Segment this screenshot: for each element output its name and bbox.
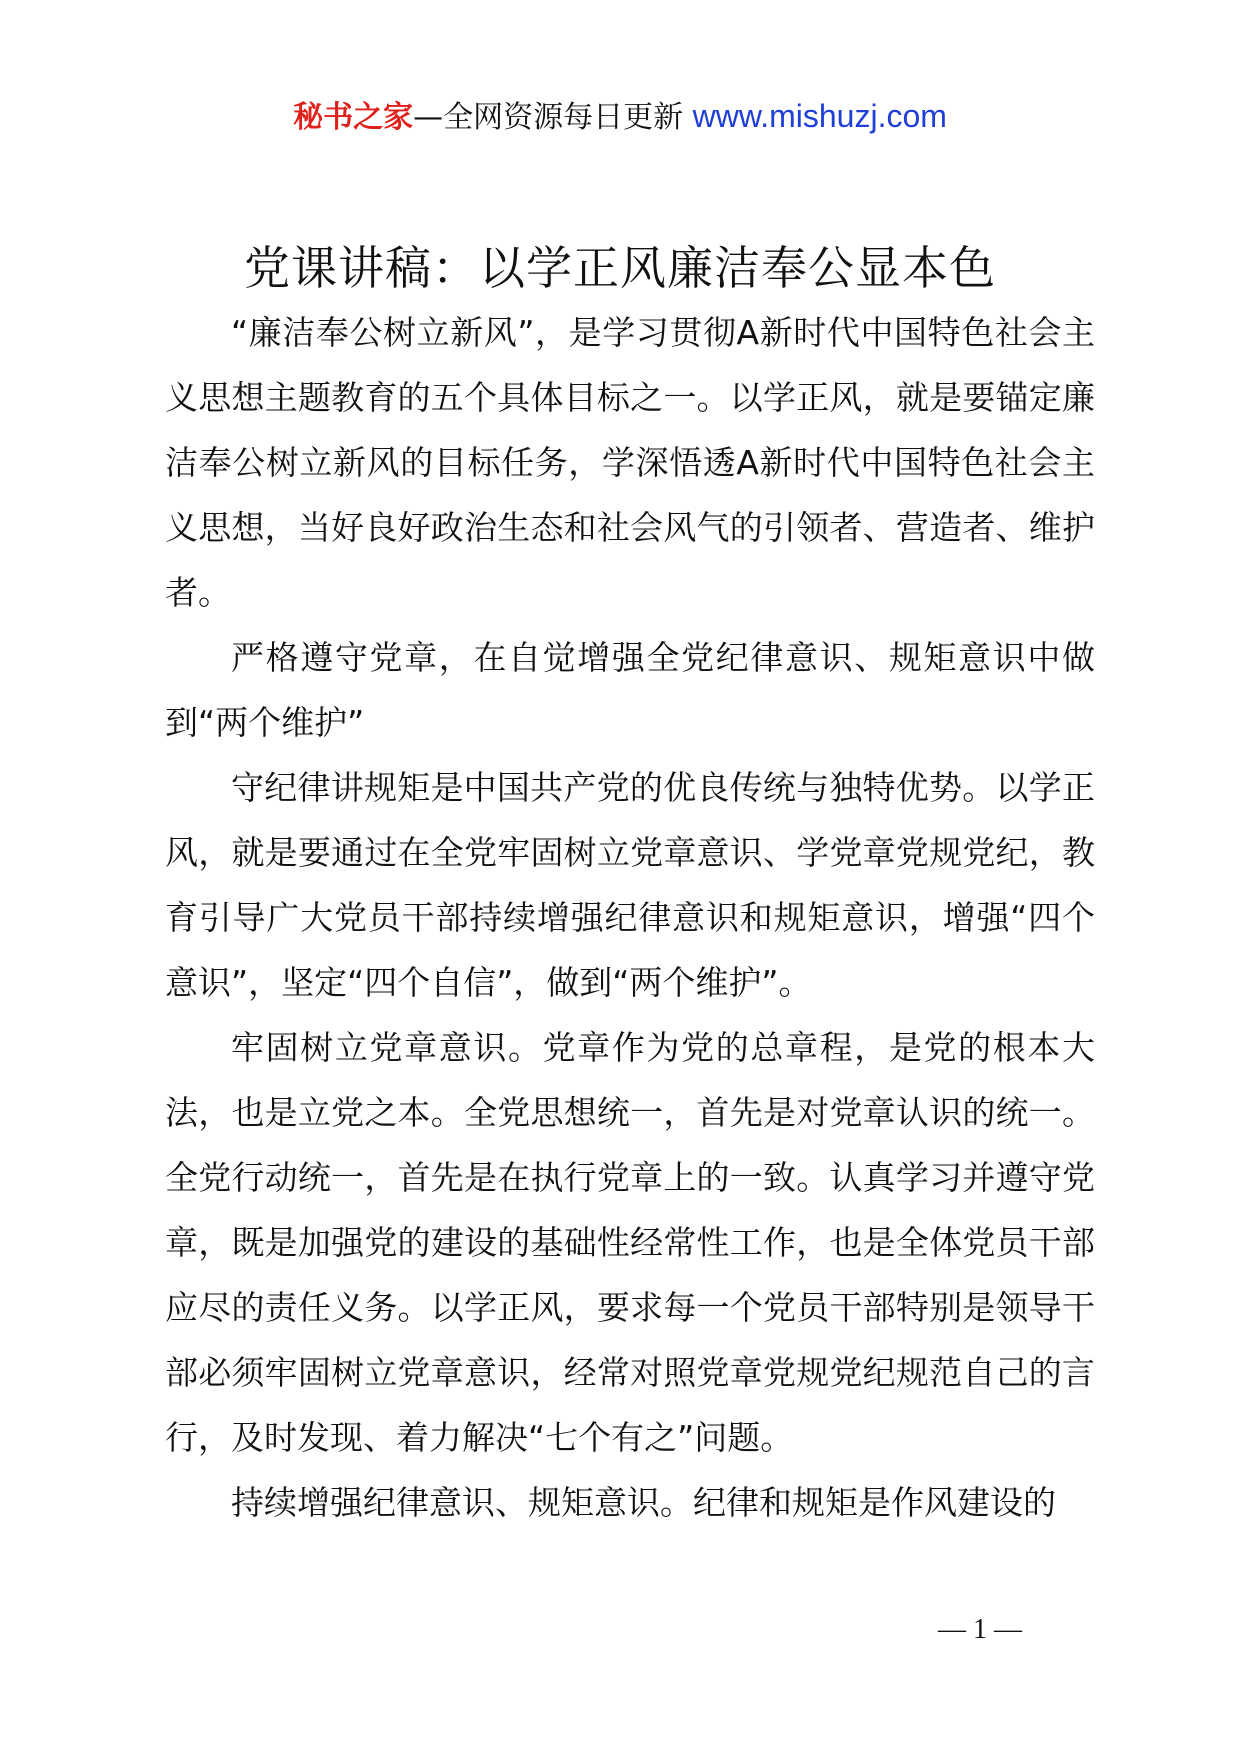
paragraph: 牢固树立党章意识。党章作为党的总章程，是党的根本大法，也是立党之本。全党思想统一，首先是对党章认识的统一。全党行动统一，首先是在执行党章上的一致。认真学习并遵守党章，既是加强党的建设的基础性经常性工作，也是全体党员干部应尽的责任义务。以学正风，要求每一个党员干部特别是领导干部必须牢固树立党章意识，经常对照党章党规党纪规范自己的言行，及时发现、着力解决“七个有之”问题。 [165,1028,1095,1457]
paragraph: 严格遵守党章，在自觉增强全党纪律意识、规矩意识中做到“两个维护” [165,638,1095,742]
site-url-link[interactable]: www.mishuzj.com [692,98,947,134]
paragraph: “廉洁奉公树立新风”，是学习贯彻A新时代中国特色社会主义思想主题教育的五个具体目标之一。以学正风，就是要锚定廉洁奉公树立新风的目标任务，学深悟透A新时代中国特色社会主义思想，当好良好政治生态和社会风气的引领者、营造者、维护者。 [165,313,1095,612]
paragraph: 守纪律讲规矩是中国共产党的优良传统与独特优势。以学正风，就是要通过在全党牢固树立党章意识、学党章党规党纪，教育引导广大党员干部持续增强纪律意识和规矩意识，增强“四个意识”，坚定“四个自信”，做到“两个维护”。 [165,768,1095,1002]
document-body [165,300,1095,1535]
site-header [0,96,1240,138]
document-title: 党课讲稿：以学正风廉洁奉公显本色 [244,241,996,295]
paragraph: 持续增强纪律意识、规矩意识。纪律和规矩是作风建设的 [231,1483,1056,1522]
site-brand: 秘书之家 [293,100,414,135]
site-tagline: —全网资源每日更新 [413,100,684,135]
page-number: — 1 — [938,1614,1022,1645]
